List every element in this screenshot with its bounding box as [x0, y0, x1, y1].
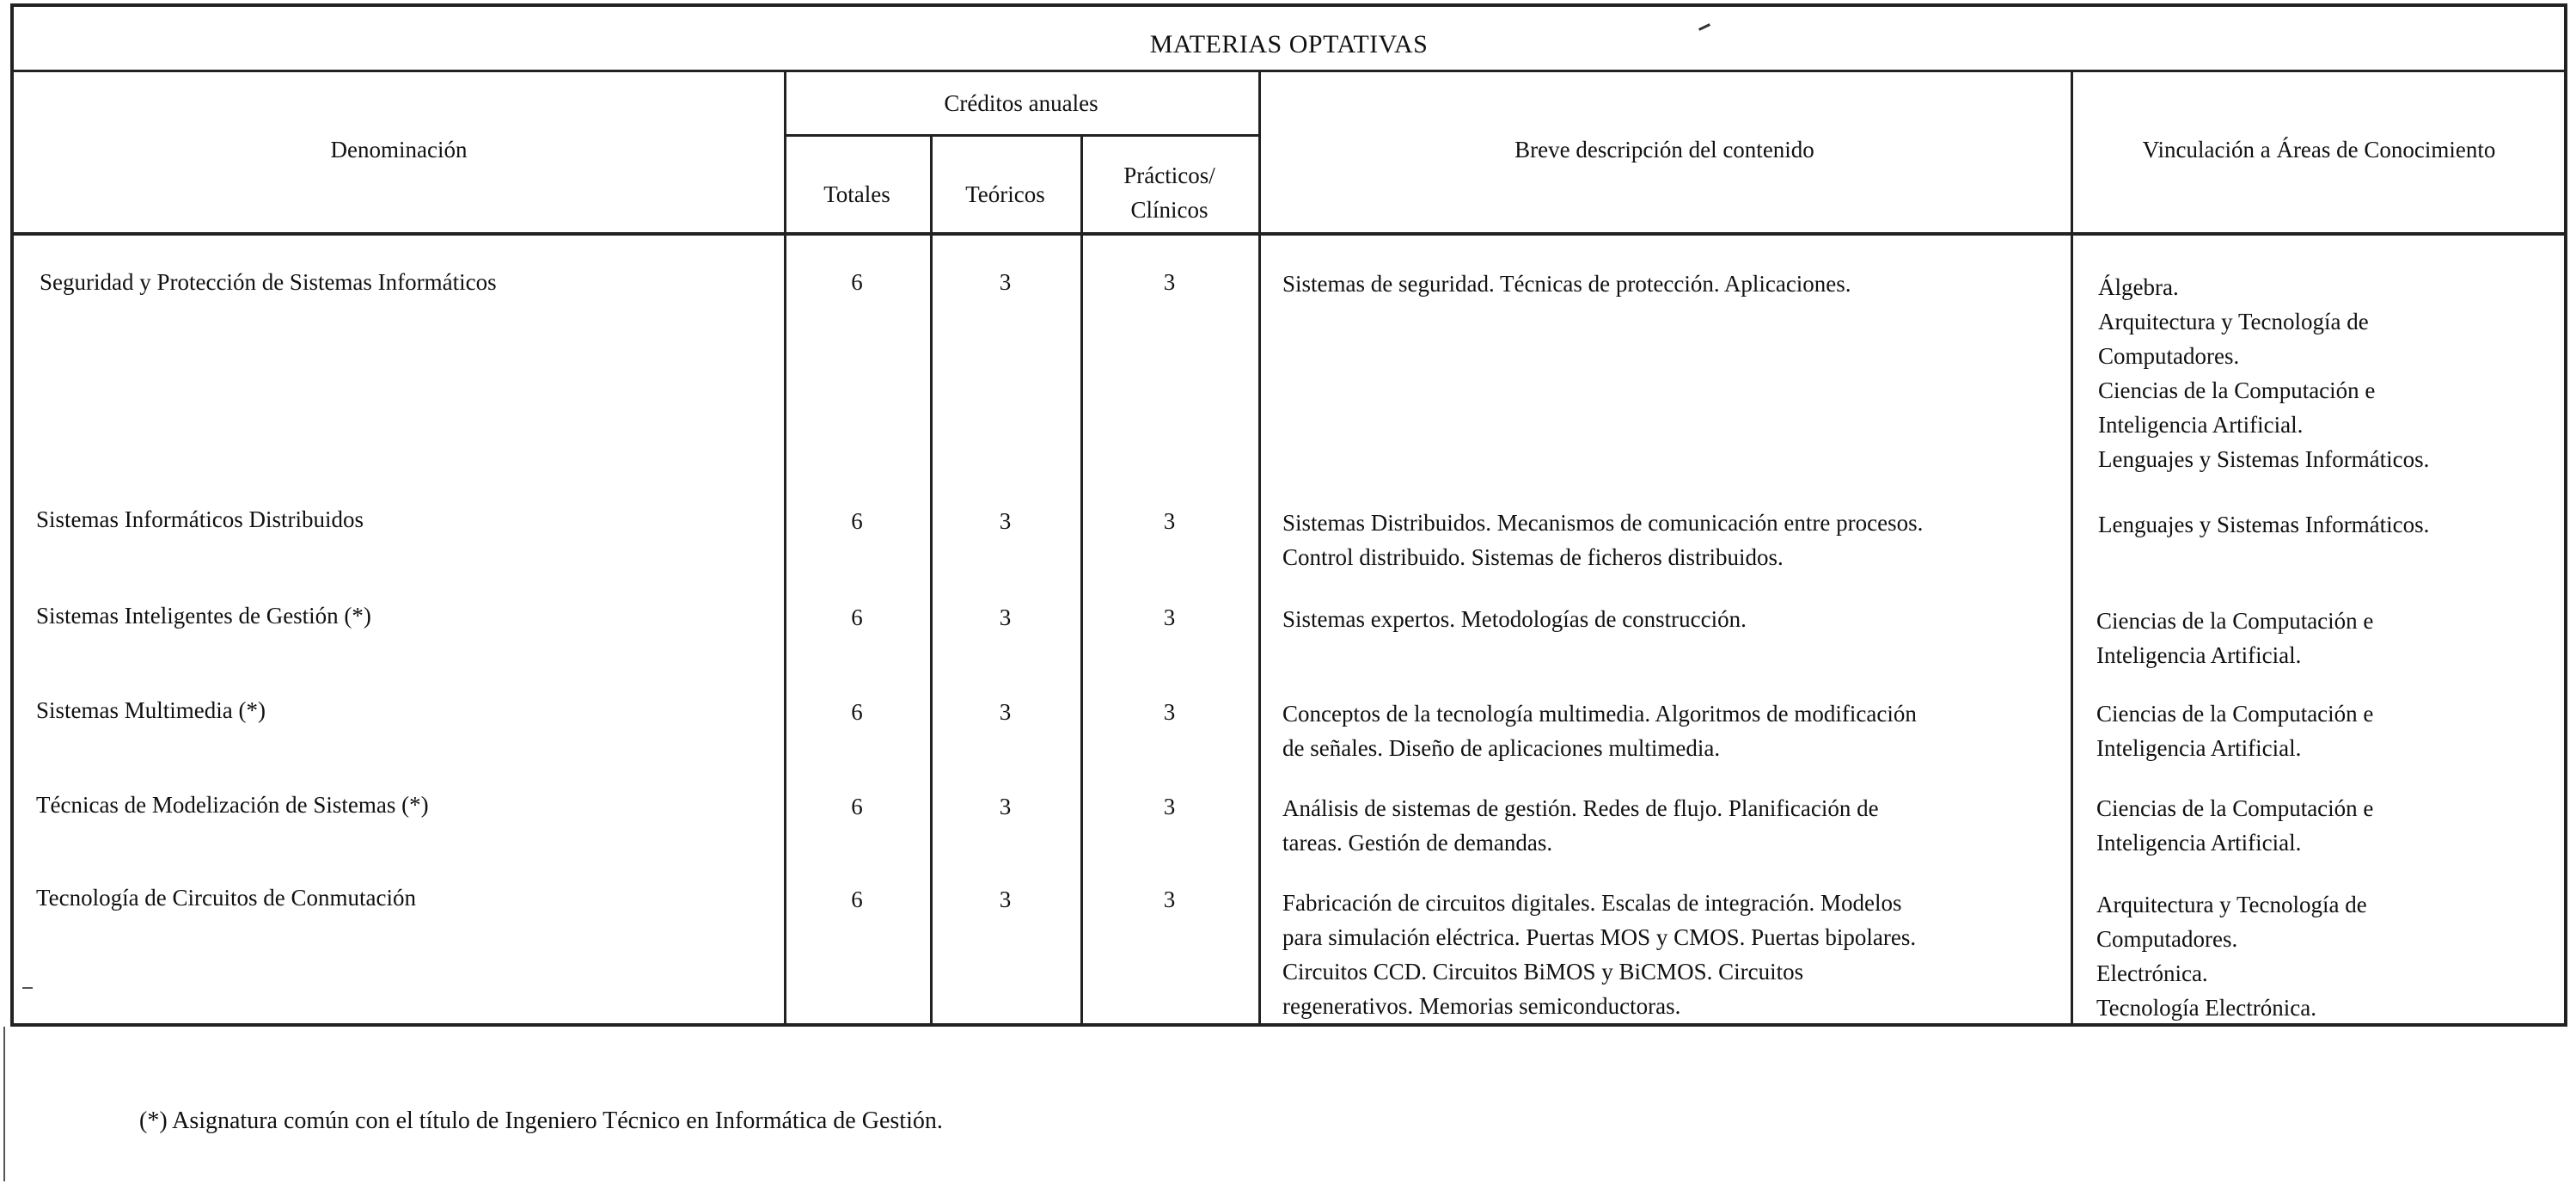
row-area-line: Inteligencia Artificial. [2096, 830, 2302, 856]
row-desc-line: Conceptos de la tecnología multimedia. Algoritmos de modificación [1282, 701, 1917, 727]
row-area-line: Inteligencia Artificial. [2098, 412, 2304, 438]
row-practicos: 3 [1163, 604, 1176, 630]
row-area-line: Ciencias de la Computación e [2096, 795, 2374, 821]
row-totales: 6 [851, 269, 863, 295]
row-area-line: Inteligencia Artificial. [2096, 642, 2302, 668]
header-totales: Totales [823, 181, 890, 207]
row-name: Sistemas Inteligentes de Gestión (*) [36, 603, 371, 629]
row-desc-line: Sistemas expertos. Metodologías de construcción. [1282, 606, 1747, 632]
row-area-line: Arquitectura y Tecnología de [2098, 309, 2369, 334]
row-name: Seguridad y Protección de Sistemas Informáticos [40, 269, 497, 295]
row-desc-line: Control distribuido. Sistemas de ficheros distribuidos. [1282, 544, 1784, 570]
table-title [14, 7, 2564, 72]
header-creditos-anuales: Créditos anuales [944, 90, 1098, 116]
row-area-line: Electrónica. [2096, 960, 2208, 986]
row-area-line: Ciencias de la Computación e [2098, 377, 2376, 403]
row-teoricos: 3 [999, 269, 1012, 295]
row-teoricos: 3 [999, 508, 1012, 534]
row-desc-line: Sistemas de seguridad. Técnicas de protección. Aplicaciones. [1282, 271, 1851, 297]
row-area-line: Inteligencia Artificial. [2096, 735, 2302, 761]
row-area-line: Computadores. [2098, 343, 2240, 369]
optional-subjects-table [10, 3, 2567, 1027]
row-totales: 6 [851, 699, 863, 725]
stray-mark [1698, 23, 1710, 31]
row-desc-line: para simulación eléctrica. Puertas MOS y CMOS. Puertas bipolares. [1282, 924, 1917, 950]
row-teoricos: 3 [999, 886, 1012, 912]
row-area-line: Álgebra. [2098, 274, 2179, 300]
column-divider [2071, 236, 2073, 1027]
row-name: Sistemas Multimedia (*) [36, 697, 266, 723]
row-totales: 6 [851, 604, 863, 630]
row-totales: 6 [851, 794, 863, 819]
row-desc-line: de señales. Diseño de aplicaciones multimedia. [1282, 735, 1721, 761]
row-practicos: 3 [1163, 508, 1176, 534]
row-area-line: Ciencias de la Computación e [2096, 608, 2374, 634]
header-practicos: Prácticos/ [1123, 163, 1215, 188]
row-desc-line: regenerativos. Memorias semiconductoras. [1282, 993, 1681, 1019]
row-practicos: 3 [1163, 794, 1176, 819]
header-descripcion: Breve descripción del contenido [1514, 137, 1814, 163]
row-totales: 6 [851, 508, 863, 534]
row-practicos: 3 [1163, 699, 1176, 725]
table-title-text: MATERIAS OPTATIVAS [1149, 30, 1429, 58]
row-area-line: Arquitectura y Tecnología de [2096, 892, 2367, 917]
row-desc-line: Fabricación de circuitos digitales. Escalas de integración. Modelos [1282, 890, 1902, 916]
row-desc-line: Sistemas Distribuidos. Mecanismos de comunicación entre procesos. [1282, 510, 1924, 536]
row-area-line: Computadores. [2096, 926, 2238, 952]
row-area-line: Ciencias de la Computación e [2096, 701, 2374, 727]
row-name: Técnicas de Modelización de Sistemas (*) [36, 792, 429, 818]
scan-edge-line [3, 1027, 5, 1181]
header-clinicos: Clínicos [1130, 197, 1208, 223]
header-denominacion: Denominación [330, 137, 468, 163]
footnote: (*) Asignatura común con el título de Ingeniero Técnico en Informática de Gestión. [139, 1107, 943, 1134]
row-area-line: Lenguajes y Sistemas Informáticos. [2098, 446, 2430, 472]
row-name: Sistemas Informáticos Distribuidos [36, 506, 364, 532]
row-teoricos: 3 [999, 794, 1012, 819]
header-vinculacion: Vinculación a Áreas de Conocimiento [2142, 137, 2496, 163]
stray-mark [22, 987, 33, 989]
column-divider [1258, 236, 1261, 1027]
row-desc-line: tareas. Gestión de demandas. [1282, 830, 1553, 856]
row-area-line: Tecnología Electrónica. [2096, 995, 2316, 1021]
row-name: Tecnología de Circuitos de Conmutación [36, 885, 417, 911]
row-practicos: 3 [1163, 269, 1176, 295]
row-desc-line: Circuitos CCD. Circuitos BiMOS y BiCMOS. Circuitos [1282, 959, 1804, 985]
table-header [14, 72, 2564, 236]
row-totales: 6 [851, 886, 863, 912]
row-practicos: 3 [1163, 886, 1176, 912]
row-teoricos: 3 [999, 604, 1012, 630]
row-area-line: Lenguajes y Sistemas Informáticos. [2098, 512, 2430, 537]
row-desc-line: Análisis de sistemas de gestión. Redes de flujo. Planificación de [1282, 795, 1879, 821]
header-teoricos: Teóricos [965, 181, 1045, 207]
row-teoricos: 3 [999, 699, 1012, 725]
header-subdivider [784, 134, 1258, 137]
